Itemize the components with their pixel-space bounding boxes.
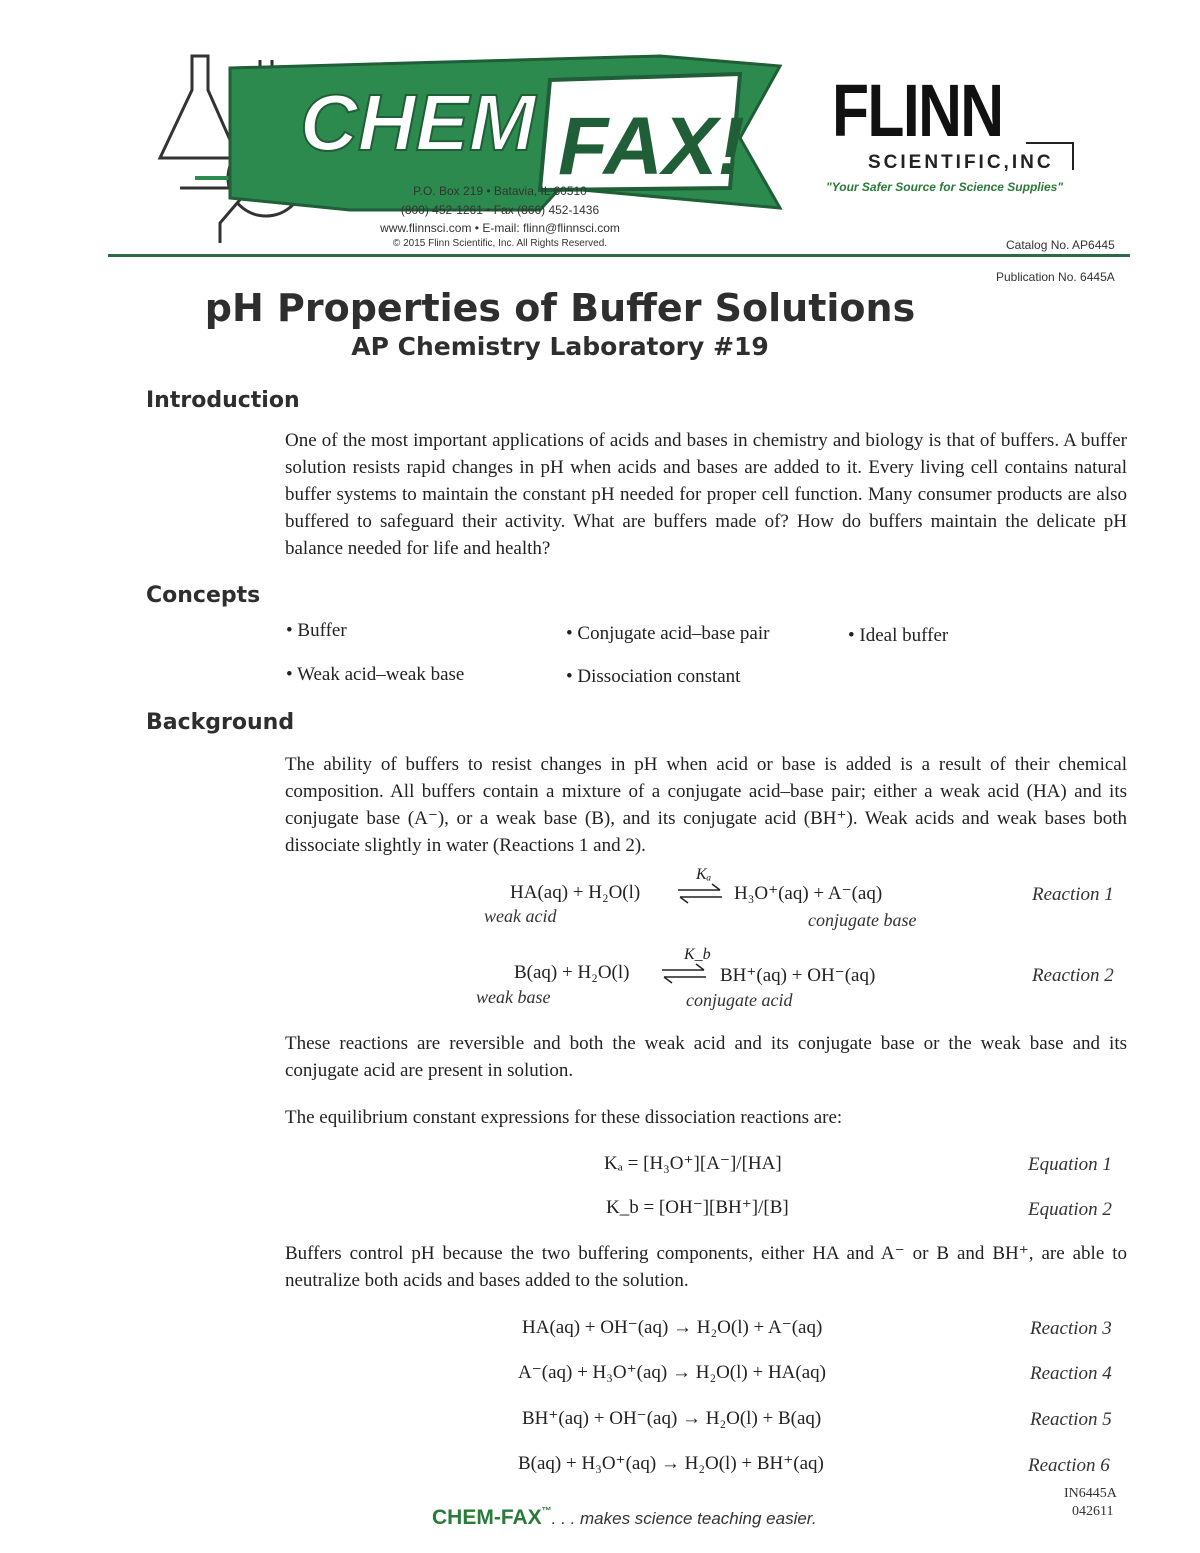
reaction-2-under-right: conjugate acid	[686, 990, 793, 1010]
equation-2: K_b = [OH⁻][BH⁺]/[B]	[606, 1197, 789, 1218]
address-line2: (800) 452-1261 • Fax (866) 452-1436	[400, 203, 600, 217]
reaction-2-constant: K_b	[684, 946, 711, 963]
background-paragraph-4: Buffers control pH because the two buffering components, either HA and A⁻ or B and BH⁺, are able to neutralize both acids and bases added to the solution.	[285, 1243, 1127, 1291]
address-line1: P.O. Box 219 • Batavia, IL 60510	[413, 184, 587, 198]
reaction-4-label: Reaction 4	[1030, 1363, 1112, 1384]
reaction-4: A⁻(aq) + H₃O⁺(aq) → H₂O(l) + HA(aq)	[518, 1362, 826, 1383]
copyright: © 2015 Flinn Scientific, Inc. All Rights Reserved.	[392, 238, 608, 249]
fax-banner-text: FAX!	[558, 101, 745, 192]
introduction-text: One of the most important applications of acids and bases in chemistry and biology is that of buffers. A buffer solution resists rapid changes in pH when acids and bases are added to it. Every living cell contains natural buffer systems to maintain the constant pH needed for proper cell function. Many consumer products are also buffered to safeguard their activity. What are buffers made of? How do buffers maintain the delicate pH balance needed for life and health?	[285, 430, 1127, 559]
reaction-2-reactants: B(aq) + H₂O(l)	[514, 962, 630, 983]
footer-code-2: 042611	[1072, 1504, 1114, 1519]
equation-2-label: Equation 2	[1028, 1199, 1112, 1220]
reaction-1-reactants: HA(aq) + H₂O(l)	[510, 882, 641, 903]
reaction-3: HA(aq) + OH⁻(aq) → H₂O(l) + A⁻(aq)	[522, 1317, 823, 1338]
publication-number: Publication No. 6445A	[996, 270, 1115, 284]
concept-item: • Dissociation constant	[566, 666, 741, 687]
introduction-heading: Introduction	[146, 388, 300, 413]
page-subtitle: AP Chemistry Laboratory #19	[351, 332, 769, 361]
footer-brand: CHEM-FAX	[432, 1506, 542, 1529]
footer-brand-line	[432, 1506, 817, 1530]
concept-item: • Buffer	[286, 620, 347, 641]
concept-item: • Weak acid–weak base	[286, 664, 465, 685]
equation-1-label: Equation 1	[1028, 1154, 1112, 1175]
address-line3: www.flinnsci.com • E-mail: flinn@flinnsci.com	[380, 221, 620, 235]
footer-tagline: . . . makes science teaching easier.	[551, 1509, 817, 1528]
background-heading: Background	[146, 710, 295, 735]
reaction-1-constant: Kₐ	[696, 866, 712, 883]
reaction-2-under-left: weak base	[476, 987, 551, 1007]
reaction-1-under-right: conjugate base	[808, 910, 917, 930]
equation-1: Kₐ = [H₃O⁺][A⁻]/[HA]	[604, 1153, 782, 1174]
reaction-5-label: Reaction 5	[1030, 1409, 1112, 1430]
flinn-logo-text: FLINN	[832, 69, 1003, 152]
reaction-6-label: Reaction 6	[1028, 1455, 1110, 1476]
chem-banner-text: CHEM	[300, 78, 536, 167]
concepts-heading: Concepts	[146, 583, 261, 608]
reaction-2-label: Reaction 2	[1032, 965, 1114, 986]
background-paragraph-1: The ability of buffers to resist changes in pH when acid or base is added is a result of their chemical composition. All buffers contain a mixture of a conjugate acid–base pair; either a weak acid (HA) and its conjugate base (A⁻), or a weak base (B), and its conjugate acid (BH⁺). Weak acids and weak bases both dissociate slightly in water (Reactions 1 and 2).	[285, 754, 1127, 856]
reaction-6: B(aq) + H₃O⁺(aq) → H₂O(l) + BH⁺(aq)	[518, 1453, 824, 1474]
flinn-tagline: "Your Safer Source for Science Supplies"	[826, 180, 1064, 194]
background-paragraph-2: These reactions are reversible and both the weak acid and its conjugate base or the weak base and its conjugate acid are present in solution.	[285, 1033, 1127, 1081]
reaction-1-under-left: weak acid	[484, 906, 557, 926]
page-title: pH Properties of Buffer Solutions	[204, 286, 916, 330]
footer-trademark: ™	[541, 1506, 552, 1517]
flinn-logo-bar	[1026, 142, 1074, 144]
concept-item: • Ideal buffer	[848, 625, 949, 646]
catalog-number: Catalog No. AP6445	[1006, 238, 1115, 252]
concept-item: • Conjugate acid–base pair	[566, 623, 770, 644]
reaction-1-products: H₃O⁺(aq) + A⁻(aq)	[734, 883, 883, 904]
footer-code-1: IN6445A	[1064, 1486, 1117, 1501]
background-paragraph-3: The equilibrium constant expressions for these dissociation reactions are:	[285, 1107, 843, 1128]
reaction-1-label: Reaction 1	[1032, 884, 1114, 905]
reaction-3-label: Reaction 3	[1030, 1318, 1112, 1339]
reaction-5: BH⁺(aq) + OH⁻(aq) → H₂O(l) + B(aq)	[522, 1408, 822, 1429]
flinn-logo-vbar	[1072, 142, 1074, 170]
reaction-2-products: BH⁺(aq) + OH⁻(aq)	[720, 965, 876, 986]
flinn-logo-subtext: SCIENTIFIC,INC	[868, 152, 1054, 173]
header-rule	[108, 254, 1130, 257]
